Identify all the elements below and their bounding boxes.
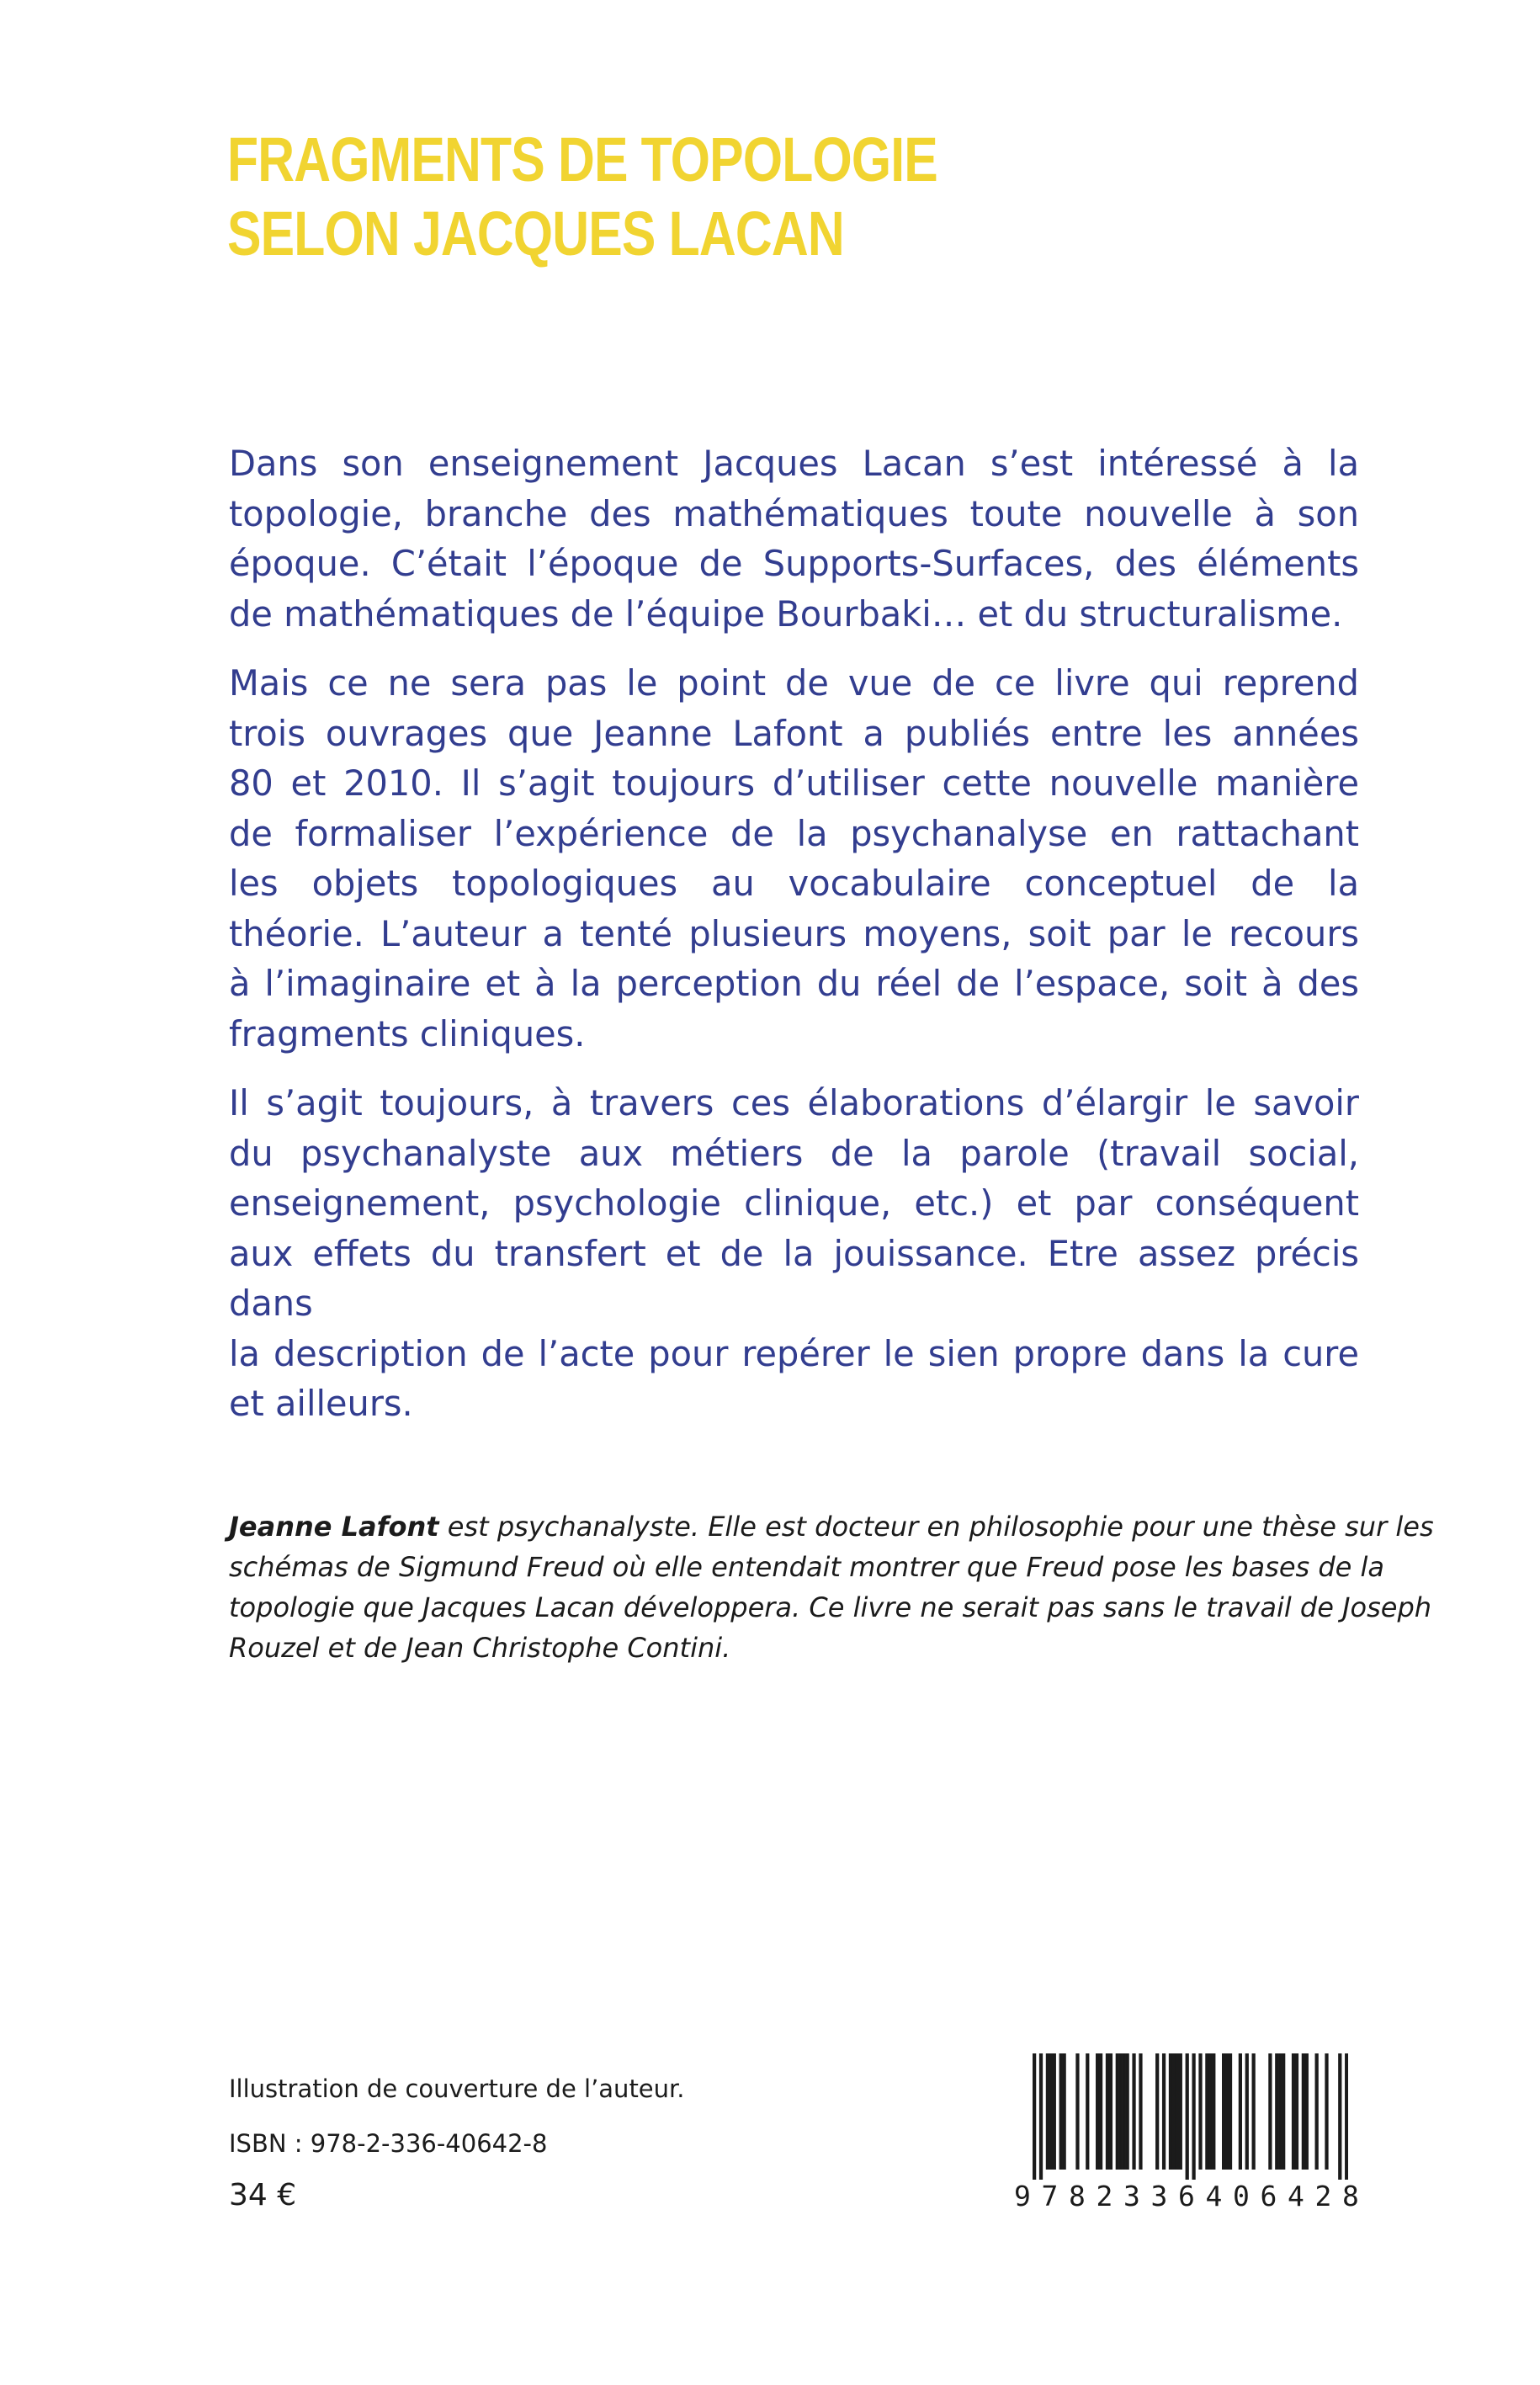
barcode-bar [1212, 2053, 1215, 2170]
barcode-bar [1116, 2053, 1119, 2170]
barcode-digit: 3 [1150, 2180, 1168, 2212]
barcode-bar [1096, 2053, 1099, 2170]
barcode-bar [1132, 2053, 1135, 2170]
barcode-bar [1126, 2053, 1129, 2170]
barcode-bar [1119, 2053, 1123, 2170]
barcode-bar [1169, 2053, 1172, 2170]
blurb-line: du psychanalyste aux métiers de la parole (travail social, [229, 1132, 1359, 1174]
blurb-paragraph-1 [229, 438, 1359, 639]
blurb-line: aux effets du transfert et de la jouissance. Etre assez précis dans [229, 1232, 1359, 1324]
back-cover-blurb [229, 438, 1359, 1448]
barcode-bar [1239, 2053, 1242, 2170]
blurb-line: à l’imaginaire et à la perception du réel de l’espace, soit à des [229, 963, 1359, 1004]
barcode-bar [1176, 2053, 1179, 2170]
bio-line: Rouzel et de Jean Christophe Contini. [229, 1632, 731, 1664]
barcode-bar [1053, 2053, 1056, 2170]
barcode-bar [1109, 2053, 1113, 2170]
barcode-bar [1033, 2053, 1036, 2180]
barcode-bar [1099, 2053, 1102, 2170]
book-title [227, 123, 1193, 271]
bio-line-1-text: est psychanalyste. Elle est docteur en philosophie pour une thèse sur les [438, 1511, 1434, 1543]
author-name: Jeanne Lafont [229, 1511, 439, 1543]
blurb-line: Dans son enseignement Jacques Lacan s’est intéressé à la [229, 443, 1359, 484]
author-bio [229, 1506, 1434, 1668]
barcode-digit: 9 [1014, 2180, 1031, 2212]
barcode-bar [1186, 2053, 1189, 2180]
barcode-bar [1086, 2053, 1089, 2170]
barcode-bar [1229, 2053, 1232, 2170]
barcode-digit: 0 [1233, 2180, 1250, 2212]
barcode-bar [1268, 2053, 1272, 2170]
barcode-bar [1292, 2053, 1295, 2170]
blurb-line: fragments cliniques. [229, 1012, 586, 1054]
barcode-bar [1208, 2053, 1212, 2170]
blurb-line: les objets topologiques au vocabulaire conceptuel de la [229, 863, 1359, 904]
barcode-bar [1046, 2053, 1049, 2170]
blurb-line: Il s’agit toujours, à travers ces élaborations d’élargir le savoir [229, 1082, 1359, 1123]
barcode-bar [1205, 2053, 1208, 2170]
barcode-bar [1282, 2053, 1285, 2170]
bio-line [229, 1506, 1434, 1547]
barcode-digit: 2 [1096, 2180, 1113, 2212]
blurb-line: enseignement, psychologie clinique, etc.) et par conséquent [229, 1182, 1359, 1224]
isbn: ISBN : 978-2-336-40642-8 [229, 2129, 548, 2158]
blurb-line: trois ouvrages que Jeanne Lafont a publiés entre les années [229, 712, 1359, 754]
blurb-line: de formaliser l’expérience de la psychanalyse en rattachant [229, 812, 1359, 854]
bio-line: topologie que Jacques Lacan développera. Ce livre ne serait pas sans le travail de Joseph [229, 1591, 1432, 1623]
blurb-line: théorie. L’auteur a tenté plusieurs moyens, soit par le recours [229, 912, 1359, 954]
barcode-bar [1179, 2053, 1182, 2170]
barcode-digit: 6 [1178, 2180, 1195, 2212]
illustration-credit: Illustration de couverture de l’auteur. [229, 2074, 685, 2103]
barcode-bar [1192, 2053, 1195, 2180]
barcode-digit: 3 [1123, 2180, 1140, 2212]
barcode-bar [1139, 2053, 1142, 2170]
barcode-digit: 4 [1288, 2180, 1304, 2212]
barcode-bar [1325, 2053, 1328, 2170]
blurb-line: et ailleurs. [229, 1383, 413, 1424]
barcode-bar [1278, 2053, 1282, 2170]
barcode-bar [1059, 2053, 1063, 2170]
barcode-digit: 4 [1205, 2180, 1223, 2212]
blurb-paragraph-2 [229, 658, 1359, 1059]
blurb-line: 80 et 2010. Il s’agit toujours d’utiliser cette nouvelle manière [229, 762, 1359, 804]
barcode-digit: 2 [1314, 2180, 1332, 2212]
blurb-line: époque. C’était l’époque de Supports-Surfaces, des éléments [229, 543, 1359, 584]
title-line-1: FRAGMENTS DE TOPOLOGIE [227, 125, 937, 194]
barcode-digit: 7 [1041, 2180, 1059, 2212]
barcode-bar [1302, 2053, 1305, 2170]
blurb-line: topologie, branche des mathématiques toute nouvelle à son [229, 492, 1359, 534]
blurb-line: de mathématiques de l’équipe Bourbaki… et du structuralisme. [229, 592, 1343, 635]
barcode-bar [1162, 2053, 1166, 2170]
blurb-line: Mais ce ne sera pas le point de vue de ce livre qui reprend [229, 662, 1359, 704]
barcode-bar [1245, 2053, 1249, 2170]
barcode-bar [1295, 2053, 1298, 2170]
barcode-bar [1198, 2053, 1202, 2170]
blurb-paragraph-3 [229, 1078, 1359, 1429]
barcode-bar [1172, 2053, 1176, 2170]
barcode-bar [1305, 2053, 1309, 2170]
barcode-digit: 8 [1069, 2180, 1086, 2212]
barcode-bar [1106, 2053, 1109, 2170]
barcode-bar [1063, 2053, 1066, 2170]
barcode-bar [1338, 2053, 1341, 2180]
barcode-bar [1252, 2053, 1256, 2170]
title-line-2: SELON JACQUES LACAN [227, 199, 844, 268]
barcode-bar [1123, 2053, 1126, 2170]
barcode-bars [1033, 2053, 1348, 2180]
barcode-digits [1014, 2180, 1359, 2212]
barcode-bar [1155, 2053, 1159, 2170]
barcode-bar [1225, 2053, 1229, 2170]
barcode-bar [1345, 2053, 1348, 2180]
barcode-bar [1315, 2053, 1319, 2170]
price: 34 € [229, 2178, 297, 2212]
barcode-bar [1075, 2053, 1079, 2170]
barcode-bar [1275, 2053, 1278, 2170]
bio-line: schémas de Sigmund Freud où elle entendait montrer que Freud pose les bases de la [229, 1551, 1385, 1583]
barcode-digit: 8 [1342, 2180, 1359, 2212]
barcode-bar [1039, 2053, 1043, 2180]
barcode-digit: 6 [1260, 2180, 1277, 2212]
blurb-line: la description de l’acte pour repérer le sien propre dans la cure [229, 1332, 1359, 1374]
barcode-bar [1222, 2053, 1225, 2170]
barcode-bar [1049, 2053, 1053, 2170]
